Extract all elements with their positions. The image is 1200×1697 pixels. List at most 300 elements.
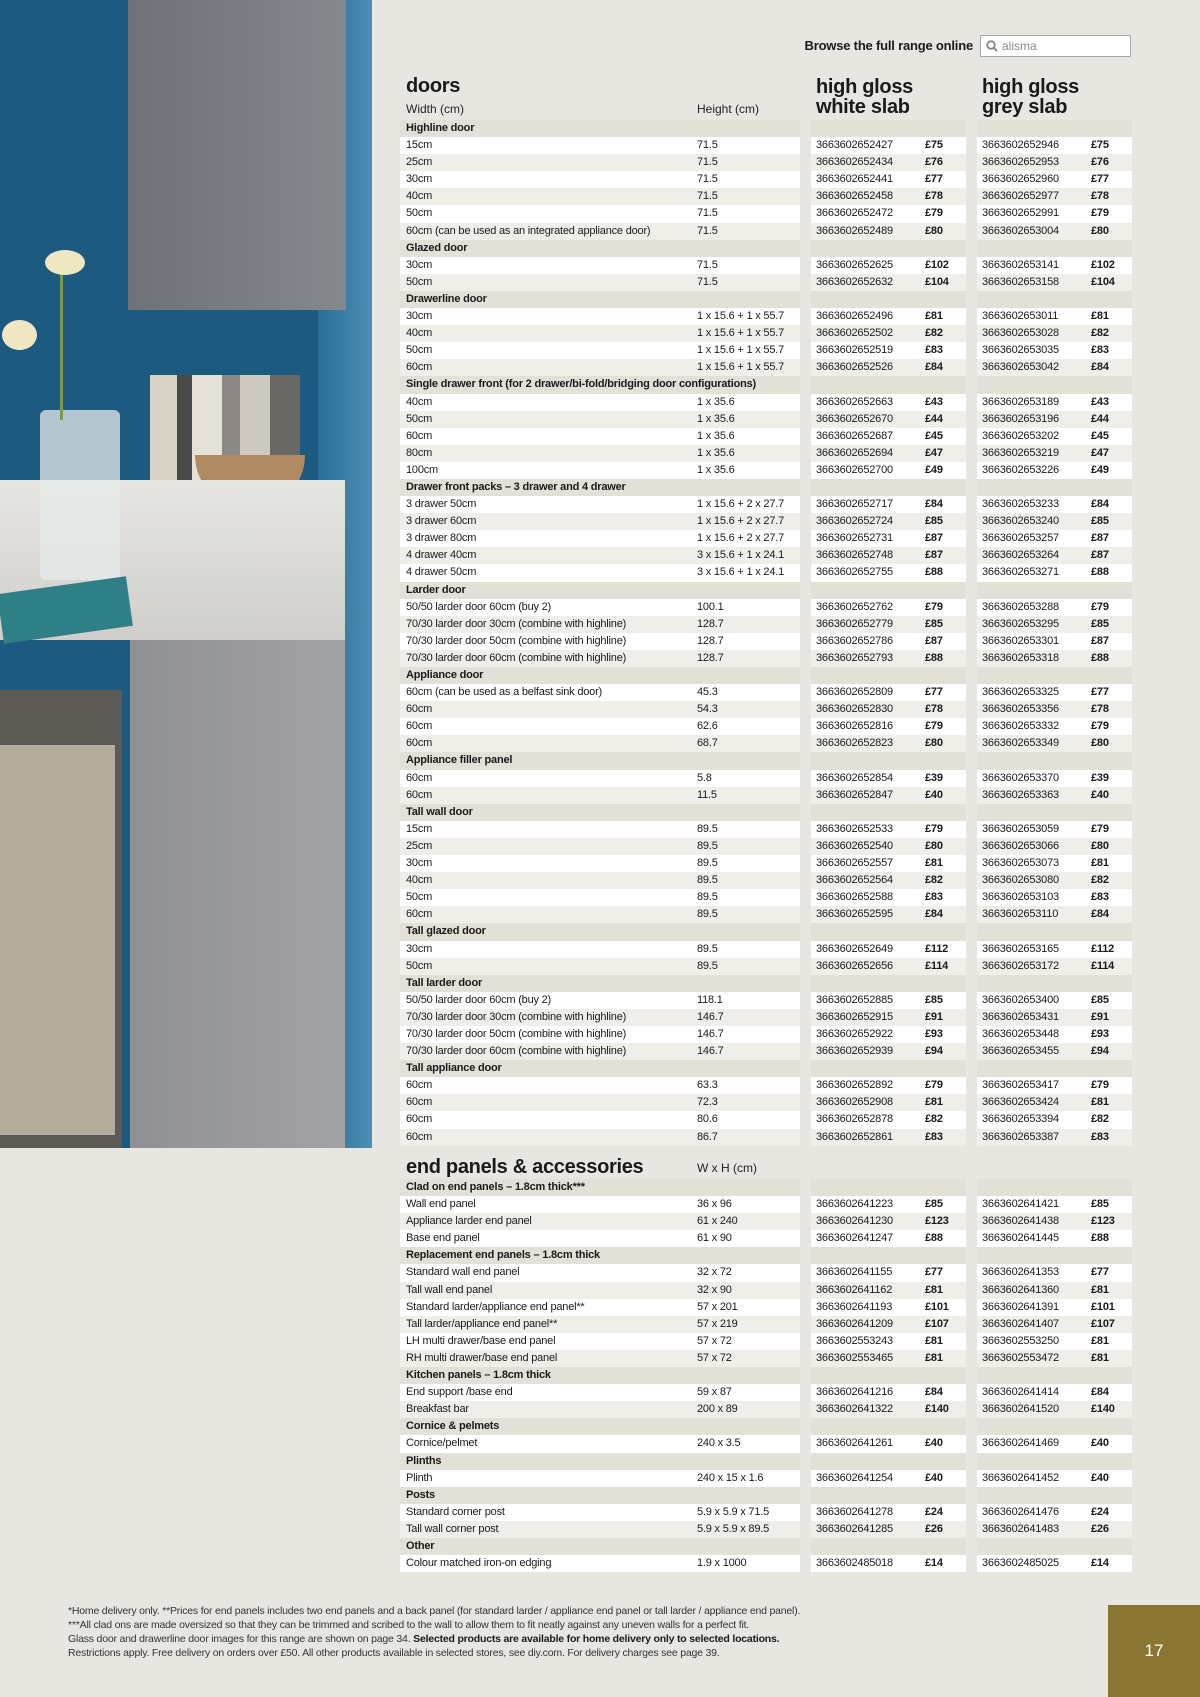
item-size: 71.5 <box>697 190 718 203</box>
white-slab-cell <box>811 650 966 667</box>
item-size: 89.5 <box>697 908 718 921</box>
item-size: 100.1 <box>697 600 724 613</box>
item-size: 1 x 15.6 + 1 x 55.7 <box>697 361 785 374</box>
white-slab-cell <box>811 428 966 445</box>
grey-slab-cell <box>977 1435 1132 1452</box>
item-size: 68.7 <box>697 737 718 750</box>
white-product-code: 3663602652533 <box>816 822 893 835</box>
search-input[interactable] <box>980 35 1131 57</box>
grey-product-code: 3663602653035 <box>982 344 1059 357</box>
white-product-code: 3663602652519 <box>816 344 893 357</box>
white-product-code: 3663602641247 <box>816 1232 893 1245</box>
grey-slab-cell <box>977 1213 1132 1230</box>
white-price: £84 <box>925 908 943 921</box>
white-price: £76 <box>925 156 943 169</box>
white-price: £43 <box>925 395 943 408</box>
white-product-code: 3663602553465 <box>816 1351 893 1364</box>
panels-title: end panels & accessories <box>406 1156 644 1178</box>
grey-product-code: 3663602653417 <box>982 1079 1059 1092</box>
item-size: 128.7 <box>697 651 724 664</box>
white-product-code: 3663602641193 <box>816 1300 893 1313</box>
item-cell <box>400 599 800 616</box>
white-price: £40 <box>925 1437 943 1450</box>
section-name: Replacement end panels – 1.8cm thick <box>406 1249 600 1262</box>
white-product-code: 3663602652731 <box>816 532 893 545</box>
grey-slab-line2: grey slab <box>982 96 1068 118</box>
table-row <box>400 1196 1132 1213</box>
grey-price: £77 <box>1091 173 1109 186</box>
item-name: 50cm <box>406 344 433 357</box>
grey-product-code: 3663602653370 <box>982 771 1059 784</box>
table-row <box>400 1282 1132 1299</box>
item-size: 89.5 <box>697 959 718 972</box>
section-name-cell <box>400 1247 800 1264</box>
white-price: £84 <box>925 498 943 511</box>
grey-price: £81 <box>1091 1351 1109 1364</box>
grey-cell <box>977 923 1132 940</box>
section-name: Tall glazed door <box>406 925 486 938</box>
item-cell <box>400 616 800 633</box>
grey-product-code: 3663602641469 <box>982 1437 1059 1450</box>
white-price: £45 <box>925 429 943 442</box>
table-row <box>400 325 1132 342</box>
item-name: 70/30 larder door 30cm (combine with highline) <box>406 1010 627 1023</box>
grey-slab-line1: high gloss <box>982 76 1080 98</box>
table-row <box>400 496 1132 513</box>
grey-product-code: 3663602653141 <box>982 258 1059 271</box>
item-cell <box>400 445 800 462</box>
grey-slab-cell <box>977 1196 1132 1213</box>
grey-price: £88 <box>1091 1232 1109 1245</box>
section-header <box>400 752 1132 769</box>
white-slab-cell <box>811 1077 966 1094</box>
item-name: 60cm <box>406 361 433 374</box>
white-slab-cell <box>811 735 966 752</box>
grey-cell <box>977 667 1132 684</box>
white-product-code: 3663602652854 <box>816 771 893 784</box>
white-slab-cell <box>811 274 966 291</box>
item-size: 62.6 <box>697 720 718 733</box>
white-price: £82 <box>925 327 943 340</box>
section-name-cell <box>400 479 800 496</box>
grey-price: £40 <box>1091 1437 1109 1450</box>
item-name: Base end panel <box>406 1232 480 1245</box>
item-size: 1 x 35.6 <box>697 412 735 425</box>
white-price: £79 <box>925 207 943 220</box>
item-cell <box>400 906 800 923</box>
item-cell <box>400 1077 800 1094</box>
white-price: £83 <box>925 891 943 904</box>
grey-price: £94 <box>1091 1045 1109 1058</box>
white-product-code: 3663602641230 <box>816 1215 893 1228</box>
white-slab-cell <box>811 342 966 359</box>
white-price: £112 <box>925 942 949 955</box>
section-name: Larder door <box>406 583 466 596</box>
item-cell <box>400 257 800 274</box>
grey-product-code: 3663602653295 <box>982 617 1059 630</box>
white-slab-cell <box>811 205 966 222</box>
white-product-code: 3663602641216 <box>816 1386 893 1399</box>
white-product-code: 3663602652502 <box>816 327 893 340</box>
grey-price: £77 <box>1091 1266 1109 1279</box>
white-slab-cell <box>811 223 966 240</box>
grey-product-code: 3663602653110 <box>982 908 1059 921</box>
white-product-code: 3663602652809 <box>816 686 893 699</box>
white-product-code: 3663602652939 <box>816 1045 893 1058</box>
vase <box>40 410 120 580</box>
white-cell <box>811 1179 966 1196</box>
item-name: 60cm (can be used as an integrated appliance door) <box>406 224 651 237</box>
white-product-code: 3663602652458 <box>816 190 893 203</box>
grey-slab-cell <box>977 941 1132 958</box>
grey-price: £24 <box>1091 1505 1109 1518</box>
item-name: End support /base end <box>406 1386 513 1399</box>
grey-product-code: 3663602641452 <box>982 1471 1059 1484</box>
item-size: 45.3 <box>697 686 718 699</box>
table-row <box>400 1384 1132 1401</box>
item-cell <box>400 633 800 650</box>
grey-slab-cell <box>977 257 1132 274</box>
item-name: 60cm <box>406 771 433 784</box>
item-name: 40cm <box>406 190 433 203</box>
section-name: Glazed door <box>406 241 468 254</box>
white-cell <box>811 120 966 137</box>
item-cell <box>400 770 800 787</box>
item-size: 3 x 15.6 + 1 x 24.1 <box>697 566 785 579</box>
grey-price: £102 <box>1091 258 1115 271</box>
item-cell <box>400 359 800 376</box>
white-slab-cell <box>811 1026 966 1043</box>
grey-slab-cell <box>977 1333 1132 1350</box>
grey-price: £88 <box>1091 566 1109 579</box>
grey-slab-cell <box>977 735 1132 752</box>
grey-slab-cell <box>977 308 1132 325</box>
grey-slab-cell <box>977 547 1132 564</box>
white-product-code: 3663602652663 <box>816 395 893 408</box>
item-size: 5.9 x 5.9 x 71.5 <box>697 1505 770 1518</box>
wall-cabinet <box>128 0 346 310</box>
grey-slab-cell <box>977 445 1132 462</box>
grey-product-code: 3663602653066 <box>982 839 1059 852</box>
white-cell <box>811 804 966 821</box>
section-name-cell <box>400 1538 800 1555</box>
item-cell <box>400 1282 800 1299</box>
grey-product-code: 3663602652953 <box>982 156 1059 169</box>
white-price: £14 <box>925 1557 943 1570</box>
grey-slab-cell <box>977 821 1132 838</box>
white-price: £80 <box>925 737 943 750</box>
grey-slab-cell <box>977 1299 1132 1316</box>
grey-slab-cell <box>977 1026 1132 1043</box>
grey-slab-cell <box>977 889 1132 906</box>
grey-slab-cell <box>977 633 1132 650</box>
kitchen-photo <box>0 0 372 1148</box>
white-slab-cell <box>811 564 966 581</box>
table-row <box>400 564 1132 581</box>
section-name: Kitchen panels – 1.8cm thick <box>406 1369 551 1382</box>
item-name: Cornice/pelmet <box>406 1437 478 1450</box>
white-price: £78 <box>925 190 943 203</box>
table-row <box>400 718 1132 735</box>
item-size: 1 x 15.6 + 1 x 55.7 <box>697 310 785 323</box>
white-product-code: 3663602652588 <box>816 891 893 904</box>
white-price: £49 <box>925 463 943 476</box>
white-product-code: 3663602652847 <box>816 788 893 801</box>
grey-product-code: 3663602653332 <box>982 720 1059 733</box>
item-cell <box>400 530 800 547</box>
item-name: 60cm <box>406 1079 433 1092</box>
grey-product-code: 3663602652977 <box>982 190 1059 203</box>
white-price: £81 <box>925 857 943 870</box>
section-header <box>400 479 1132 496</box>
item-size: 1 x 15.6 + 1 x 55.7 <box>697 327 785 340</box>
grey-slab-header <box>982 77 1079 117</box>
item-cell <box>400 1504 800 1521</box>
grey-price: £39 <box>1091 771 1109 784</box>
section-name: Tall appliance door <box>406 1062 502 1075</box>
table-row <box>400 1264 1132 1281</box>
item-size: 1.9 x 1000 <box>697 1557 747 1570</box>
white-product-code: 3663602652472 <box>816 207 893 220</box>
footnote-1: *Home delivery only. **Prices for end panels includes two end panels and a back panel (for standard larder / appliance end panel or tall larder / appliance end panel). <box>68 1605 801 1617</box>
white-slab-cell <box>811 633 966 650</box>
white-cell <box>811 376 966 393</box>
grey-product-code: 3663602653202 <box>982 429 1059 442</box>
grey-price: £82 <box>1091 874 1109 887</box>
white-cell <box>811 479 966 496</box>
item-name: 60cm (can be used as a belfast sink door) <box>406 686 603 699</box>
grey-price: £49 <box>1091 463 1109 476</box>
grey-slab-cell <box>977 1129 1132 1146</box>
section-name-cell <box>400 582 800 599</box>
grey-product-code: 3663602652991 <box>982 207 1059 220</box>
grey-price: £80 <box>1091 839 1109 852</box>
white-price: £39 <box>925 771 943 784</box>
grey-price: £84 <box>1091 1386 1109 1399</box>
white-price: £81 <box>925 310 943 323</box>
table-row <box>400 1504 1132 1521</box>
grey-cell <box>977 240 1132 257</box>
grey-product-code: 3663602553250 <box>982 1334 1059 1347</box>
grey-cell <box>977 752 1132 769</box>
item-cell <box>400 274 800 291</box>
white-product-code: 3663602652878 <box>816 1113 893 1126</box>
grey-price: £79 <box>1091 1079 1109 1092</box>
grey-price: £80 <box>1091 737 1109 750</box>
grey-product-code: 3663602653318 <box>982 651 1059 664</box>
grey-slab-cell <box>977 701 1132 718</box>
item-size: 61 x 90 <box>697 1232 732 1245</box>
white-slab-cell <box>811 445 966 462</box>
grey-slab-cell <box>977 1401 1132 1418</box>
white-price: £26 <box>925 1522 943 1535</box>
section-name-cell <box>400 752 800 769</box>
item-cell <box>400 1230 800 1247</box>
white-product-code: 3663602652922 <box>816 1027 893 1040</box>
grey-product-code: 3663602641414 <box>982 1386 1059 1399</box>
grey-cell <box>977 376 1132 393</box>
item-cell <box>400 547 800 564</box>
grey-product-code: 3663602653080 <box>982 874 1059 887</box>
browse-label: Browse the full range online <box>804 38 973 53</box>
white-price: £140 <box>925 1403 949 1416</box>
item-size: 71.5 <box>697 156 718 169</box>
item-name: 40cm <box>406 327 433 340</box>
table-row <box>400 257 1132 274</box>
section-name: Drawerline door <box>406 292 487 305</box>
section-header <box>400 1453 1132 1470</box>
grey-product-code: 3663602653349 <box>982 737 1059 750</box>
white-slab-cell <box>811 1384 966 1401</box>
white-slab-cell <box>811 770 966 787</box>
white-price: £40 <box>925 788 943 801</box>
white-cell <box>811 1487 966 1504</box>
white-slab-cell <box>811 462 966 479</box>
grey-price: £84 <box>1091 908 1109 921</box>
white-slab-cell <box>811 137 966 154</box>
item-name: 60cm <box>406 1113 433 1126</box>
grey-slab-cell <box>977 411 1132 428</box>
item-cell <box>400 1264 800 1281</box>
white-slab-cell <box>811 701 966 718</box>
white-product-code: 3663602652632 <box>816 275 893 288</box>
white-price: £79 <box>925 600 943 613</box>
table-row <box>400 684 1132 701</box>
grey-price: £80 <box>1091 224 1109 237</box>
white-slab-cell <box>811 787 966 804</box>
white-slab-cell <box>811 188 966 205</box>
white-product-code: 3663602652526 <box>816 361 893 374</box>
white-product-code: 3663602652755 <box>816 566 893 579</box>
section-name-cell <box>400 1060 800 1077</box>
footnotes <box>68 1604 800 1660</box>
item-cell <box>400 411 800 428</box>
white-slab-cell <box>811 1196 966 1213</box>
section-name: Posts <box>406 1488 435 1501</box>
item-name: 50cm <box>406 275 433 288</box>
grey-slab-cell <box>977 684 1132 701</box>
white-price: £79 <box>925 1079 943 1092</box>
white-product-code: 3663602652496 <box>816 310 893 323</box>
item-cell <box>400 137 800 154</box>
item-name: Standard wall end panel <box>406 1266 520 1279</box>
item-cell <box>400 394 800 411</box>
item-size: 11.5 <box>697 788 717 801</box>
white-price: £87 <box>925 532 943 545</box>
table-row <box>400 1521 1132 1538</box>
section-header <box>400 804 1132 821</box>
grey-product-code: 3663602641421 <box>982 1198 1059 1211</box>
item-size: 89.5 <box>697 891 718 904</box>
section-name: Drawer front packs – 3 drawer and 4 drawer <box>406 480 626 493</box>
item-name: 30cm <box>406 857 433 870</box>
section-header <box>400 1538 1132 1555</box>
item-name: 15cm <box>406 139 433 152</box>
grey-product-code: 3663602653226 <box>982 463 1059 476</box>
white-price: £82 <box>925 1113 943 1126</box>
section-header <box>400 291 1132 308</box>
item-size: 89.5 <box>697 839 718 852</box>
white-product-code: 3663602652427 <box>816 139 893 152</box>
item-cell <box>400 564 800 581</box>
white-slab-cell <box>811 496 966 513</box>
section-header <box>400 1418 1132 1435</box>
item-name: 50cm <box>406 412 433 425</box>
white-product-code: 3663602652441 <box>816 173 893 186</box>
table-row <box>400 633 1132 650</box>
white-product-code: 3663602652762 <box>816 600 893 613</box>
grey-product-code: 3663602641391 <box>982 1300 1059 1313</box>
white-slab-cell <box>811 1504 966 1521</box>
table-row <box>400 1026 1132 1043</box>
item-name: 80cm <box>406 446 433 459</box>
footnote-3 <box>68 1632 800 1646</box>
white-slab-cell <box>811 684 966 701</box>
white-slab-cell <box>811 992 966 1009</box>
item-size: 146.7 <box>697 1010 724 1023</box>
grey-cell <box>977 1538 1132 1555</box>
white-slab-cell <box>811 616 966 633</box>
grey-product-code: 3663602653158 <box>982 275 1059 288</box>
table-row <box>400 1299 1132 1316</box>
white-product-code: 3663602652434 <box>816 156 893 169</box>
footnote-3a: Glass door and drawerline door images for this range are shown on page 34. <box>68 1633 414 1645</box>
search-value: alisma <box>1002 39 1037 53</box>
white-slab-cell <box>811 1333 966 1350</box>
white-product-code: 3663602641285 <box>816 1522 893 1535</box>
item-size: 240 x 3.5 <box>697 1437 741 1450</box>
white-cell <box>811 582 966 599</box>
section-name: Clad on end panels – 1.8cm thick*** <box>406 1181 585 1193</box>
item-name: 60cm <box>406 720 433 733</box>
item-cell <box>400 958 800 975</box>
item-size: 200 x 89 <box>697 1403 738 1416</box>
grey-cell <box>977 479 1132 496</box>
item-name: 4 drawer 40cm <box>406 549 477 562</box>
grey-cell <box>977 804 1132 821</box>
item-name: 15cm <box>406 822 433 835</box>
white-slab-cell <box>811 359 966 376</box>
table-row <box>400 855 1132 872</box>
item-name: 60cm <box>406 1096 433 1109</box>
section-name-cell <box>400 804 800 821</box>
table-row <box>400 906 1132 923</box>
white-product-code: 3663602652625 <box>816 258 893 271</box>
table-row <box>400 1077 1132 1094</box>
grey-price: £79 <box>1091 600 1109 613</box>
white-slab-cell <box>811 394 966 411</box>
grey-price: £85 <box>1091 993 1109 1006</box>
item-cell <box>400 821 800 838</box>
grey-slab-cell <box>977 428 1132 445</box>
grey-price: £123 <box>1091 1215 1115 1228</box>
grey-slab-cell <box>977 958 1132 975</box>
white-price: £123 <box>925 1215 949 1228</box>
item-name: Tall larder/appliance end panel** <box>406 1317 558 1330</box>
white-slab-cell <box>811 1350 966 1367</box>
grey-price: £85 <box>1091 1198 1109 1211</box>
grey-cell <box>977 120 1132 137</box>
item-size: 57 x 219 <box>697 1317 738 1330</box>
item-name: Tall wall corner post <box>406 1522 499 1535</box>
table-row <box>400 650 1132 667</box>
section-name-cell <box>400 240 800 257</box>
item-size: 54.3 <box>697 703 718 716</box>
white-slab-cell <box>811 821 966 838</box>
white-product-code: 3663602553243 <box>816 1334 893 1347</box>
grey-product-code: 3663602653073 <box>982 857 1059 870</box>
white-price: £104 <box>925 275 949 288</box>
